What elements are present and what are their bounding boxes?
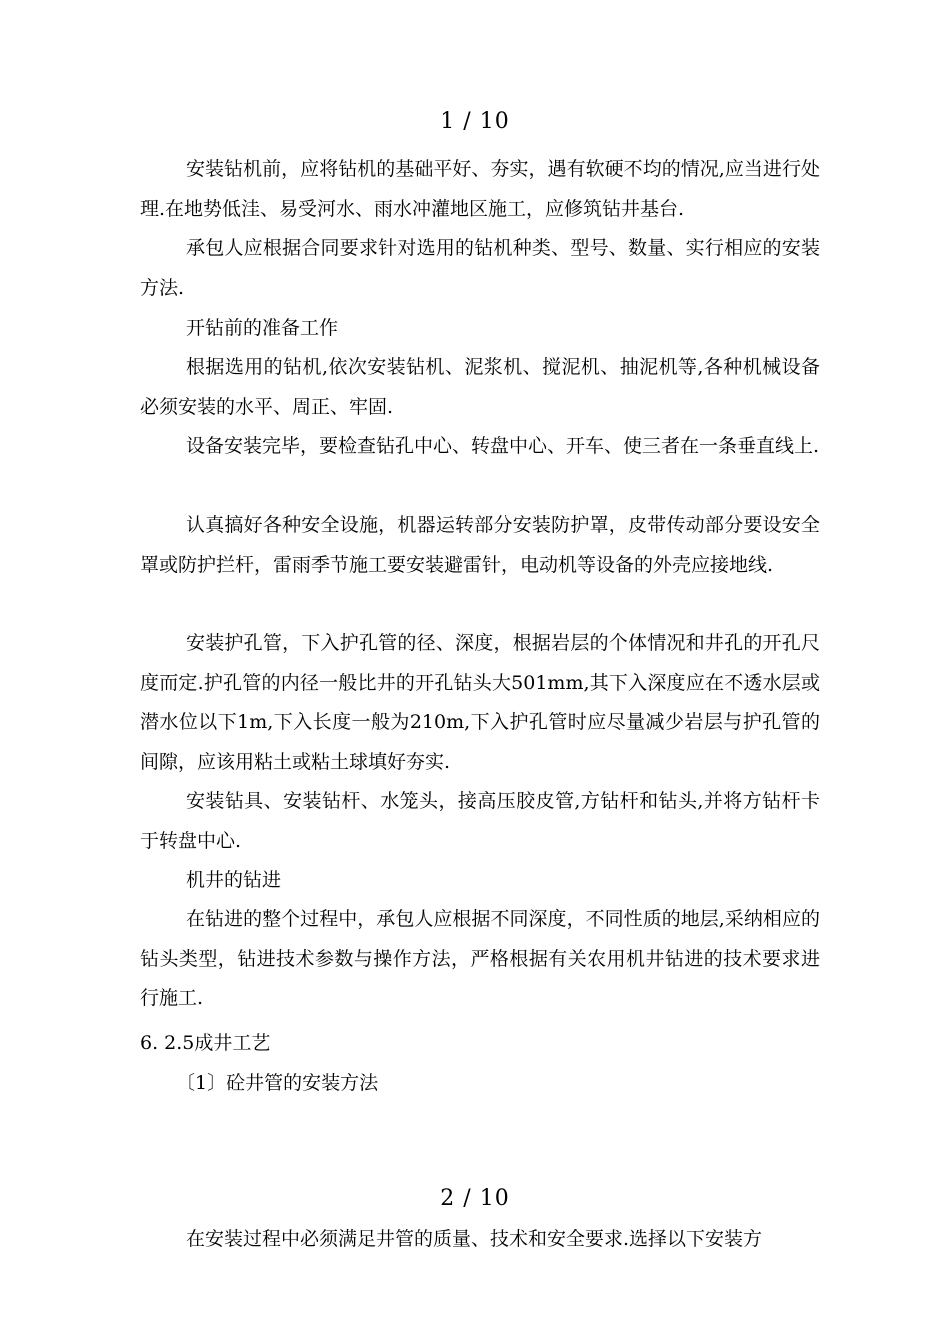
paragraph: 承包人应根据合同要求针对选用的钻机种类、型号、数量、实行相应的安装方法. xyxy=(140,237,820,299)
page-number: 2 / 10 xyxy=(440,1186,510,1211)
paragraph: 安装护孔管，下入护孔管的径、深度，根据岩层的个体情况和井孔的开孔尺度而定.护孔管的内径一般比井的开孔钻头大501mm,其下入深度应在不透水层或潜水位以下1m,下入长度一般为210m,下入护孔管时应尽量减少岩层与护孔管的间隙，应该用粘土或粘土球填好夯实. xyxy=(140,632,820,773)
paragraph: 在安装过程中必须满足井管的质量、技术和安全要求.选择以下安装方 xyxy=(186,1228,763,1250)
paragraph-heading: 开钻前的准备工作 xyxy=(186,317,339,339)
paragraph: 安装钻具、安装钻杆、水笼头，接高压胶皮管,方钻杆和钻头,并将方钻杆卡于转盘中心. xyxy=(140,790,820,852)
paragraph-heading: 机井的钻进 xyxy=(186,869,282,891)
paragraph: 设备安装完毕，要检查钻孔中心、转盘中心、开车、使三者在一条垂直线上. xyxy=(186,435,820,457)
section-heading: 6. 2.5成井工艺 xyxy=(140,1032,271,1054)
paragraph: 认真搞好各种安全设施，机器运转部分安装防护罩，皮带传动部分要设安全罩或防护拦杆，雷雨季节施工要安装避雷针，电动机等设备的外壳应接地线. xyxy=(140,514,820,576)
subsection-heading: 〔1〕砼井管的安装方法 xyxy=(176,1072,379,1094)
paragraph: 在钻进的整个过程中，承包人应根据不同深度，不同性质的地层,采纳相应的钻头类型，钻进技术参数与操作方法，严格根据有关农用机井钻进的技术要求进行施工. xyxy=(140,908,820,1009)
page-number: 1 / 10 xyxy=(440,109,510,134)
paragraph: 安装钻机前，应将钻机的基础平好、夯实，遇有软硬不均的情况,应当进行处理.在地势低洼、易受河水、雨水冲灌地区施工，应修筑钻井基台. xyxy=(140,158,820,220)
paragraph: 根据选用的钻机,依次安装钻机、泥浆机、搅泥机、抽泥机等,各种机械设备必须安装的水平、周正、牢固. xyxy=(140,356,820,418)
